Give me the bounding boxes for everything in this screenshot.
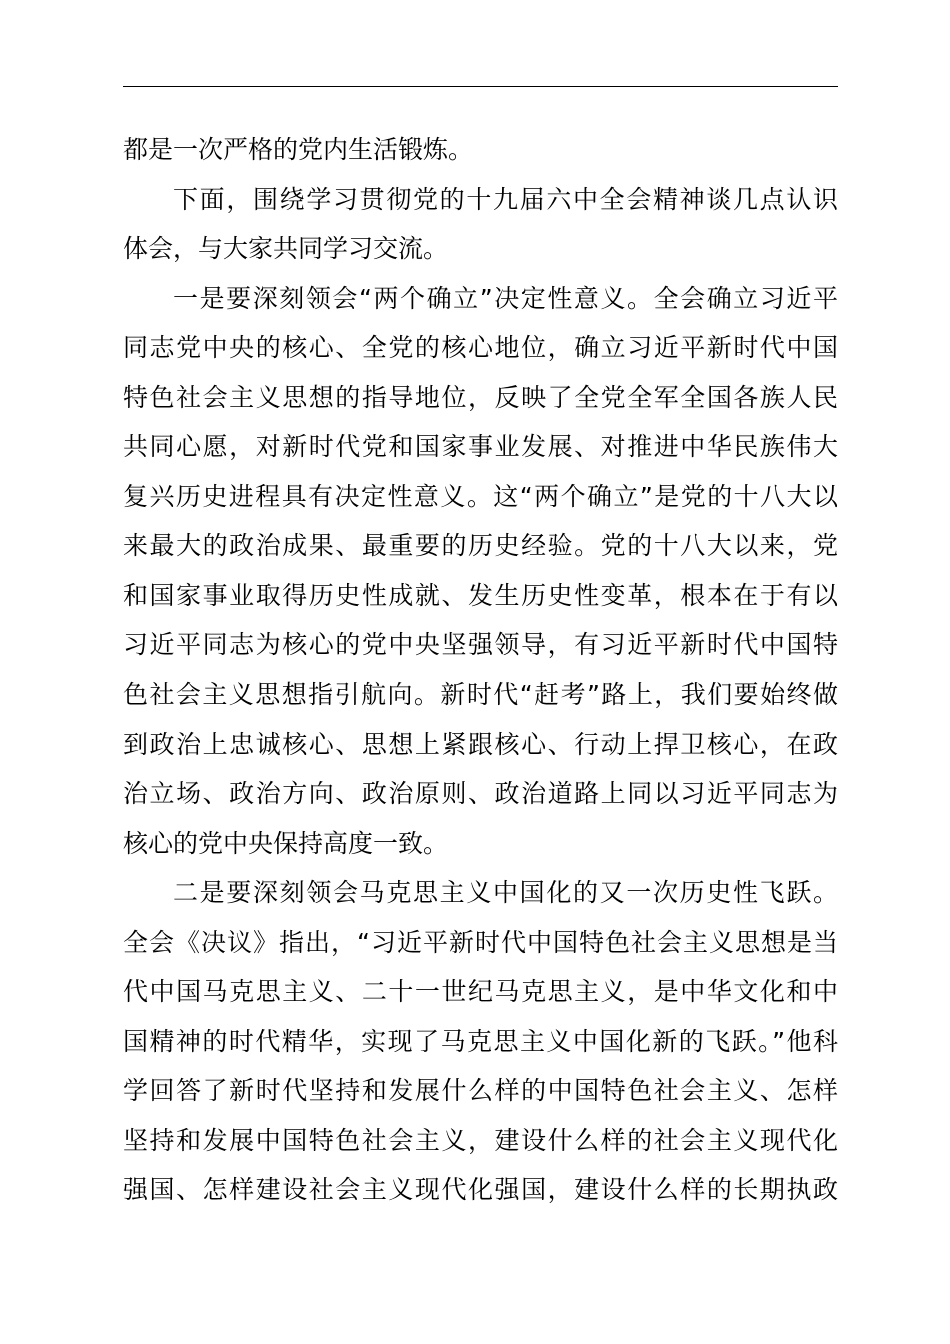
text-line: 核心的党中央保持高度一致。 <box>123 828 449 858</box>
text-line: 色社会主义思想指引航向。新时代“赶考”路上，我们要始终做 <box>123 680 838 710</box>
text-line: 和国家事业取得历史性成就、发生历史性变革，根本在于有以 <box>123 580 838 610</box>
text-line: 都是一次严格的党内生活锻炼。 <box>123 135 474 164</box>
text-line: 下面，围绕学习贯彻党的十九届六中全会精神谈几点认识 <box>173 184 838 214</box>
text-line: 二是要深刻领会马克思主义中国化的又一次历史性飞跃。 <box>173 878 838 908</box>
text-line: 体会，与大家共同学习交流。 <box>123 234 449 264</box>
text-line: 到政治上忠诚核心、思想上紧跟核心、行动上捍卫核心，在政 <box>123 729 838 759</box>
header-rule <box>123 86 838 87</box>
text-line: 同志党中央的核心、全党的核心地位，确立习近平新时代中国 <box>123 333 838 363</box>
text-line: 一是要深刻领会“两个确立”决定性意义。全会确立习近平 <box>173 283 838 313</box>
text-line: 国精神的时代精华，实现了马克思主义中国化新的飞跃。”他科 <box>123 1026 838 1056</box>
text-line: 强国、怎样建设社会主义现代化强国，建设什么样的长期执政 <box>123 1175 838 1205</box>
text-line: 来最大的政治成果、最重要的历史经验。党的十八大以来，党 <box>123 531 838 561</box>
text-line: 治立场、政治方向、政治原则、政治道路上同以习近平同志为 <box>123 779 838 809</box>
text-line: 习近平同志为核心的党中央坚强领导，有习近平新时代中国特 <box>123 630 838 660</box>
text-line: 学回答了新时代坚持和发展什么样的中国特色社会主义、怎样 <box>123 1076 838 1106</box>
text-line: 坚持和发展中国特色社会主义，建设什么样的社会主义现代化 <box>123 1125 838 1155</box>
text-line: 复兴历史进程具有决定性意义。这“两个确立”是党的十八大以 <box>123 481 838 511</box>
text-line: 代中国马克思主义、二十一世纪马克思主义，是中华文化和中 <box>123 977 838 1007</box>
text-line: 特色社会主义思想的指导地位，反映了全党全军全国各族人民 <box>123 382 838 412</box>
document-body <box>123 125 838 1215</box>
text-line: 全会《决议》指出，“习近平新时代中国特色社会主义思想是当 <box>123 927 838 957</box>
text-line: 共同心愿，对新时代党和国家事业发展、对推进中华民族伟大 <box>123 432 838 462</box>
